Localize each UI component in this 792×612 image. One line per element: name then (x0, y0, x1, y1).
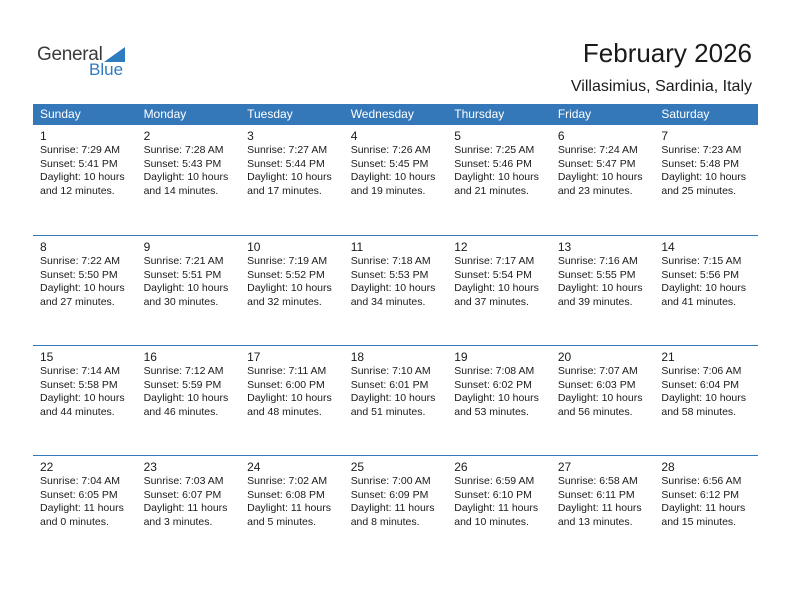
day-cell (551, 455, 655, 565)
day-number: 27 (557, 460, 572, 474)
day-number: 19 (454, 350, 468, 364)
sunset-text: Sunset: 5:54 PM (454, 268, 532, 281)
daylight-text: Daylight: 10 hours (454, 282, 539, 294)
daylight-text: Daylight: 10 hours (247, 392, 332, 404)
week-row (33, 455, 758, 565)
daylight-text: Daylight: 11 hours (661, 502, 746, 514)
day-cell (551, 125, 655, 235)
daylight-text: Daylight: 11 hours (557, 502, 642, 514)
day-cell (344, 455, 448, 565)
daylight-minutes-text: and 21 minutes. (454, 184, 529, 197)
sunrise-text: Sunrise: 7:15 AM (661, 255, 742, 267)
sunrise-text: Sunrise: 7:00 AM (350, 475, 431, 487)
day-cell (551, 345, 655, 455)
day-number: 11 (350, 240, 364, 254)
day-number: 8 (40, 240, 47, 254)
sunrise-text: Sunrise: 7:10 AM (350, 365, 431, 377)
weekday-tuesday: Tuesday (247, 107, 293, 121)
daylight-minutes-text: and 41 minutes. (661, 295, 737, 308)
daylight-minutes-text: and 15 minutes. (661, 515, 737, 528)
logo-text-blue: Blue (89, 60, 124, 79)
sunrise-text: Sunrise: 7:26 AM (350, 144, 431, 156)
daylight-minutes-text: and 39 minutes. (557, 295, 633, 308)
sunrise-text: Sunrise: 7:08 AM (454, 365, 535, 377)
day-cell (654, 345, 758, 455)
day-cell (447, 125, 551, 235)
day-cell (240, 125, 344, 235)
day-cell (137, 345, 241, 455)
sunrise-text: Sunrise: 7:16 AM (557, 255, 638, 267)
daylight-minutes-text: and 27 minutes. (40, 295, 115, 308)
sunrise-text: Sunrise: 7:04 AM (40, 475, 120, 487)
daylight-text: Daylight: 10 hours (350, 282, 436, 294)
daylight-minutes-text: and 48 minutes. (247, 405, 322, 418)
sunrise-text: Sunrise: 7:02 AM (247, 475, 328, 487)
day-number: 7 (661, 129, 669, 143)
daylight-text: Daylight: 10 hours (143, 171, 229, 183)
day-cell (33, 235, 137, 345)
day-number: 2 (143, 129, 151, 143)
daylight-minutes-text: and 37 minutes. (454, 295, 529, 308)
daylight-text: Daylight: 10 hours (350, 392, 436, 404)
sunrise-text: Sunrise: 7:23 AM (661, 144, 742, 156)
sunrise-text: Sunrise: 7:27 AM (247, 144, 328, 156)
daylight-text: Daylight: 10 hours (247, 171, 332, 183)
day-number: 3 (247, 129, 254, 143)
day-number: 1 (40, 129, 47, 143)
sunset-text: Sunset: 5:56 PM (661, 268, 740, 281)
calendar-grid (33, 104, 758, 565)
sunset-text: Sunset: 6:11 PM (557, 488, 635, 501)
sunset-text: Sunset: 5:45 PM (350, 157, 429, 170)
daylight-text: Daylight: 10 hours (40, 392, 125, 404)
day-number: 12 (454, 240, 468, 254)
daylight-minutes-text: and 30 minutes. (143, 295, 219, 308)
daylight-text: Daylight: 10 hours (40, 282, 125, 294)
day-number: 17 (247, 350, 261, 364)
sunset-text: Sunset: 5:41 PM (40, 157, 118, 170)
daylight-minutes-text: and 0 minutes. (40, 515, 109, 528)
day-number: 25 (350, 460, 365, 474)
day-cell (447, 235, 551, 345)
sunset-text: Sunset: 6:01 PM (350, 378, 429, 391)
day-cell (344, 235, 448, 345)
day-number: 6 (557, 129, 565, 143)
weeks-container (33, 125, 758, 565)
day-number: 16 (143, 350, 157, 364)
daylight-minutes-text: and 53 minutes. (454, 405, 529, 418)
day-number: 20 (557, 350, 572, 364)
day-number: 13 (557, 240, 572, 254)
day-cell (344, 345, 448, 455)
sunset-text: Sunset: 6:12 PM (661, 488, 740, 501)
sunset-text: Sunset: 5:48 PM (661, 157, 740, 170)
day-cell (240, 345, 344, 455)
day-cell (551, 235, 655, 345)
day-number: 26 (454, 460, 468, 474)
day-number: 18 (350, 350, 365, 364)
weekday-saturday: Saturday (661, 107, 710, 121)
daylight-minutes-text: and 32 minutes. (247, 295, 322, 308)
day-cell (137, 455, 241, 565)
sunrise-text: Sunrise: 7:19 AM (247, 255, 328, 267)
day-number: 22 (40, 460, 54, 474)
sunset-text: Sunset: 5:46 PM (454, 157, 532, 170)
daylight-minutes-text: and 14 minutes. (143, 184, 219, 197)
sunset-text: Sunset: 6:02 PM (454, 378, 532, 391)
daylight-minutes-text: and 8 minutes. (350, 515, 420, 528)
daylight-text: Daylight: 10 hours (454, 392, 539, 404)
daylight-minutes-text: and 17 minutes. (247, 184, 322, 197)
sunset-text: Sunset: 5:52 PM (247, 268, 325, 281)
weekday-thursday: Thursday (454, 107, 505, 121)
sunrise-text: Sunrise: 7:06 AM (661, 365, 742, 377)
sunrise-text: Sunrise: 7:03 AM (143, 475, 224, 487)
daylight-minutes-text: and 51 minutes. (350, 405, 426, 418)
day-cell (33, 455, 137, 565)
sunset-text: Sunset: 6:04 PM (661, 378, 740, 391)
daylight-text: Daylight: 10 hours (557, 282, 643, 294)
day-cell (654, 125, 758, 235)
day-cell (447, 455, 551, 565)
weekday-sunday: Sunday (40, 107, 81, 121)
daylight-text: Daylight: 10 hours (40, 171, 125, 183)
day-cell (33, 345, 137, 455)
day-cell (654, 455, 758, 565)
daylight-minutes-text: and 44 minutes. (40, 405, 115, 418)
sunset-text: Sunset: 5:53 PM (350, 268, 429, 281)
daylight-text: Daylight: 10 hours (661, 171, 747, 183)
sunrise-text: Sunrise: 7:18 AM (350, 255, 431, 267)
daylight-minutes-text: and 13 minutes. (557, 515, 633, 528)
daylight-minutes-text: and 5 minutes. (247, 515, 317, 528)
sunrise-text: Sunrise: 7:14 AM (40, 365, 120, 377)
sunrise-text: Sunrise: 7:29 AM (40, 144, 120, 156)
logo (37, 42, 137, 82)
day-cell (654, 235, 758, 345)
daylight-text: Daylight: 11 hours (247, 502, 331, 514)
sunset-text: Sunset: 6:05 PM (40, 488, 118, 501)
day-number: 21 (661, 350, 675, 364)
day-number: 15 (40, 350, 54, 364)
day-number: 14 (661, 240, 675, 254)
weekday-wednesday: Wednesday (350, 107, 414, 121)
daylight-text: Daylight: 10 hours (247, 282, 332, 294)
day-number: 5 (454, 129, 461, 143)
daylight-text: Daylight: 10 hours (143, 392, 229, 404)
daylight-minutes-text: and 10 minutes. (454, 515, 529, 528)
logo-text-general: General (37, 44, 103, 65)
day-cell (344, 125, 448, 235)
sunset-text: Sunset: 5:44 PM (247, 157, 325, 170)
daylight-text: Daylight: 11 hours (143, 502, 228, 514)
sunrise-text: Sunrise: 6:58 AM (557, 475, 638, 487)
day-number: 24 (247, 460, 261, 474)
daylight-text: Daylight: 10 hours (557, 392, 643, 404)
week-row (33, 235, 758, 345)
sunrise-text: Sunrise: 7:24 AM (557, 144, 638, 156)
sunrise-text: Sunrise: 7:25 AM (454, 144, 535, 156)
week-row (33, 125, 758, 235)
daylight-minutes-text: and 3 minutes. (143, 515, 213, 528)
day-cell (137, 235, 241, 345)
sunrise-text: Sunrise: 7:07 AM (557, 365, 638, 377)
sunset-text: Sunset: 5:43 PM (143, 157, 222, 170)
daylight-minutes-text: and 19 minutes. (350, 184, 426, 197)
sunset-text: Sunset: 6:03 PM (557, 378, 636, 391)
day-cell (33, 125, 137, 235)
daylight-text: Daylight: 10 hours (143, 282, 229, 294)
daylight-minutes-text: and 56 minutes. (557, 405, 633, 418)
day-cell (447, 345, 551, 455)
sunrise-text: Sunrise: 6:56 AM (661, 475, 742, 487)
weekday-header (33, 104, 758, 125)
sunrise-text: Sunrise: 6:59 AM (454, 475, 535, 487)
daylight-text: Daylight: 11 hours (350, 502, 435, 514)
day-cell (137, 125, 241, 235)
day-cell (240, 235, 344, 345)
day-cell (240, 455, 344, 565)
sunrise-text: Sunrise: 7:28 AM (143, 144, 224, 156)
sunrise-text: Sunrise: 7:21 AM (143, 255, 224, 267)
weekday-friday: Friday (557, 107, 592, 121)
daylight-text: Daylight: 10 hours (557, 171, 643, 183)
location-subtitle: Villasimius, Sardinia, Italy (570, 78, 752, 95)
daylight-minutes-text: and 46 minutes. (143, 405, 219, 418)
sunset-text: Sunset: 6:07 PM (143, 488, 222, 501)
sunset-text: Sunset: 6:00 PM (247, 378, 325, 391)
sunset-text: Sunset: 6:10 PM (454, 488, 532, 501)
daylight-text: Daylight: 10 hours (350, 171, 436, 183)
weekday-monday: Monday (143, 107, 187, 121)
week-row (33, 345, 758, 455)
sunrise-text: Sunrise: 7:17 AM (454, 255, 535, 267)
sunset-text: Sunset: 5:51 PM (143, 268, 222, 281)
daylight-minutes-text: and 25 minutes. (661, 184, 737, 197)
sunset-text: Sunset: 5:59 PM (143, 378, 222, 391)
daylight-text: Daylight: 10 hours (661, 392, 747, 404)
day-number: 9 (143, 240, 151, 254)
daylight-text: Daylight: 10 hours (454, 171, 539, 183)
sunset-text: Sunset: 5:47 PM (557, 157, 636, 170)
daylight-minutes-text: and 58 minutes. (661, 405, 737, 418)
day-number: 4 (350, 129, 358, 143)
daylight-minutes-text: and 12 minutes. (40, 184, 115, 197)
daylight-text: Daylight: 11 hours (454, 502, 539, 514)
sunset-text: Sunset: 6:09 PM (350, 488, 429, 501)
sunrise-text: Sunrise: 7:11 AM (247, 365, 327, 377)
sunset-text: Sunset: 6:08 PM (247, 488, 325, 501)
sunset-text: Sunset: 5:50 PM (40, 268, 118, 281)
page-title: February 2026 (582, 38, 752, 68)
day-number: 23 (143, 460, 157, 474)
daylight-text: Daylight: 10 hours (661, 282, 747, 294)
day-number: 10 (247, 240, 261, 254)
sunset-text: Sunset: 5:55 PM (557, 268, 636, 281)
sunrise-text: Sunrise: 7:22 AM (40, 255, 120, 267)
daylight-text: Daylight: 11 hours (40, 502, 124, 514)
sunset-text: Sunset: 5:58 PM (40, 378, 118, 391)
daylight-minutes-text: and 23 minutes. (557, 184, 633, 197)
day-number: 28 (661, 460, 675, 474)
daylight-minutes-text: and 34 minutes. (350, 295, 426, 308)
sunrise-text: Sunrise: 7:12 AM (143, 365, 224, 377)
